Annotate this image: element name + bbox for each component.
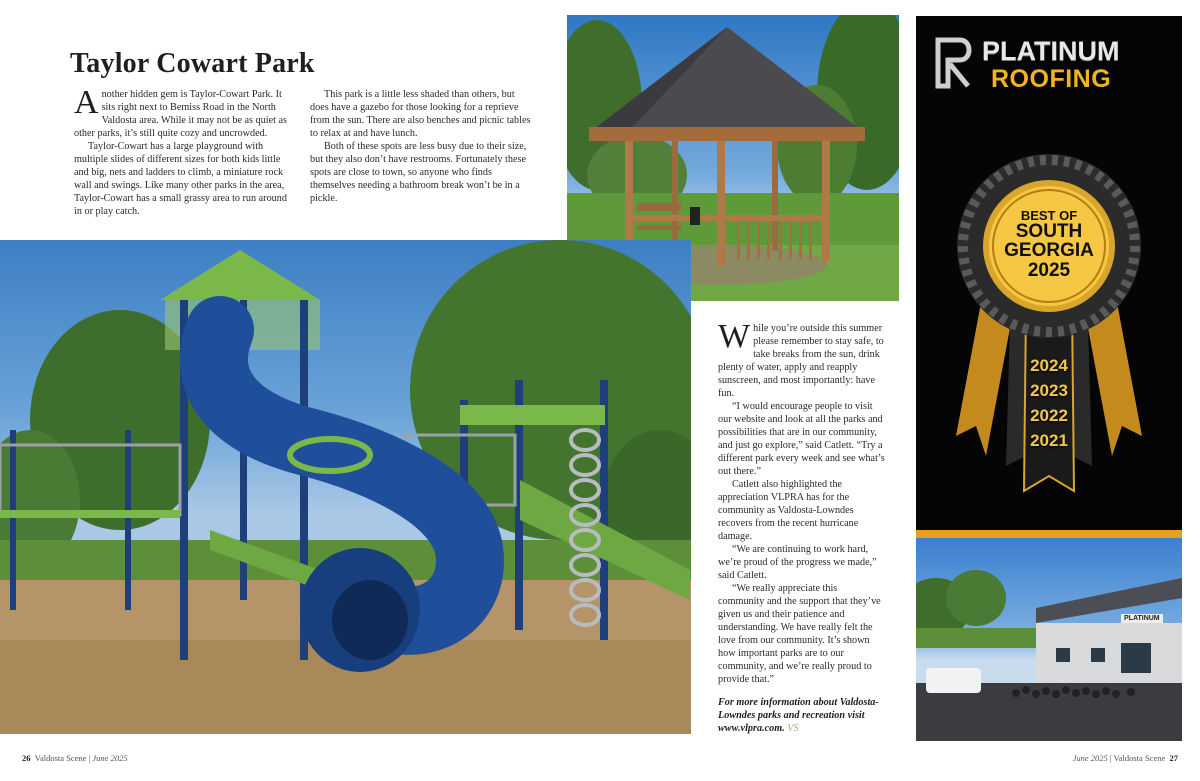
magazine-name: Valdosta Scene <box>1113 753 1166 763</box>
playground-photo <box>0 240 691 734</box>
award-year: 2022 <box>1030 406 1068 425</box>
article-paragraph: Catlett also highlighted the appreciation VLPRA has for the community as Valdosta-Lowndes recovers from the recent hurricane damage. <box>718 479 859 542</box>
magazine-name: Valdosta Scene <box>34 753 87 763</box>
ad-brand-subname: ROOFING <box>991 65 1112 93</box>
end-mark: VS <box>787 723 799 734</box>
folio-right: June 2025 | Valdosta Scene 27 <box>1072 753 1178 763</box>
page-number: 26 <box>22 753 31 763</box>
article-paragraph: Both of these spots are less busy due to their size, but they also don’t have restrooms. Fortunately these spots are close to town, so anyone who finds themselves needing a bathroom break won’t be in a pickle. <box>310 141 527 204</box>
platinum-roofing-logo-icon <box>934 36 976 90</box>
article-paragraph: “I would encourage people to visit our website and look at all the parks and possibilities that are in our community, and just go explore,” said Catlett. “Try a different park every week and see what’s out there.” <box>718 401 885 477</box>
more-info-note <box>718 696 886 735</box>
issue-date: June 2025 <box>1072 753 1108 763</box>
page-number: 27 <box>1169 753 1178 763</box>
article-paragraph: Taylor-Cowart has a large playground with multiple slides of different sizes for both kids little and big, nets and ladders to climb, a miniature rock wall and swings. Like many other parks in the area, Taylor-Cowart has a small grassy area to run around in or play catch. <box>74 141 287 217</box>
article-paragraph <box>74 84 294 140</box>
article-paragraph <box>718 318 886 400</box>
ad-building-photo <box>916 538 1182 741</box>
article-headline: Taylor Cowart Park <box>70 48 315 79</box>
article-paragraph: This park is a little less shaded than others, but does have a gazebo for those looking for a reprieve from the sun. There are also benches and picnic tables to relax at and have lunch. <box>310 89 531 139</box>
paragraph-text: hile you’re outside this summer please remember to stay safe, to take breaks from the sun, drink plenty of water, apply and reapply sunscreen, and most importantly: have fun. <box>718 323 884 399</box>
article-paragraph: “We really appreciate this community and the support that they’ve given us and their patience and understanding. We have really felt the love from our community. It’s shown how important parks are to our community, and we’re really proud to provide that.” <box>718 583 881 685</box>
ad-brand-name: PLATINUM <box>982 36 1120 66</box>
playground-illustration <box>0 240 691 734</box>
award-label-region-1: SOUTH <box>1015 221 1083 242</box>
award-label-region-2: GEORGIA <box>1004 240 1094 261</box>
paragraph-text: nother hidden gem is Taylor-Cowart Park. It sits right next to Bemiss Road in the North Valdosta area. While it may not be as quiet as other parks, it’s still quite cozy and uncrowded. <box>74 89 287 139</box>
article-column-1 <box>74 84 294 218</box>
building-illustration <box>916 538 1182 741</box>
award-year: 2021 <box>1030 431 1068 450</box>
article-paragraph: “We are continuing to work hard, we’re proud of the progress we made,” said Catlett. <box>718 544 877 581</box>
award-ribbon-icon <box>916 136 1182 516</box>
more-info-text: For more information about Valdosta-Lowndes parks and recreation visit www.vlpra.com. <box>718 697 879 734</box>
article-column-2 <box>310 88 532 205</box>
award-year: 2023 <box>1030 381 1068 400</box>
award-year: 2024 <box>1030 356 1068 375</box>
drop-cap: W <box>718 318 751 355</box>
folio-left: 26 Valdosta Scene | June 2025 <box>22 753 128 763</box>
article-column-3 <box>718 318 886 735</box>
award-label-year: 2025 <box>1027 260 1071 281</box>
award-label-best-of: BEST OF <box>1020 208 1078 223</box>
ad-divider-stripe <box>916 530 1182 538</box>
platinum-roofing-ad[interactable] <box>916 16 1182 741</box>
drop-cap: A <box>74 84 99 121</box>
issue-date: June 2025 <box>92 753 128 763</box>
building-sign: PLATINUM <box>1121 614 1163 623</box>
